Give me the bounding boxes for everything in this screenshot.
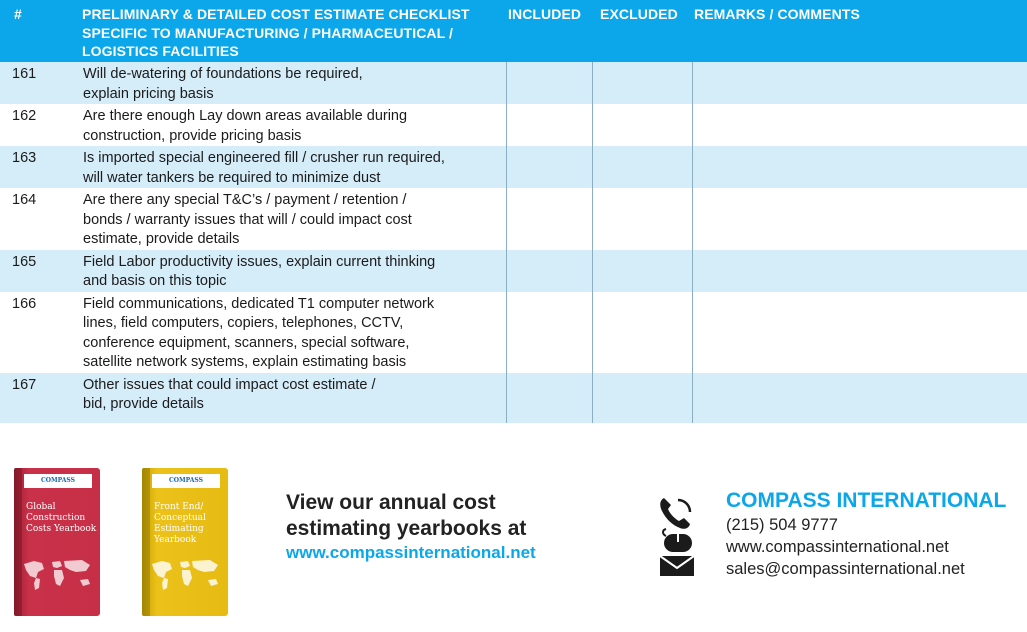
yearbook-promo: [286, 490, 616, 563]
description-line: estimate, provide details: [83, 231, 240, 247]
remarks-cell[interactable]: [692, 292, 1027, 373]
description-line: explain pricing basis: [83, 85, 214, 102]
included-cell[interactable]: [506, 292, 592, 373]
description-line: bonds / warranty issues that will / could impact cost: [83, 211, 412, 228]
included-cell[interactable]: [506, 104, 592, 146]
mouse-icon: [663, 529, 692, 552]
remarks-cell[interactable]: [692, 250, 1027, 292]
description-line: conference equipment, scanners, special software,: [83, 334, 410, 351]
contact-block: [726, 488, 1022, 580]
table-row: [0, 250, 1027, 292]
row-number: 167: [12, 376, 37, 393]
header-excluded: EXCLUDED: [600, 6, 678, 22]
row-number: 161: [12, 66, 37, 82]
promo-line: estimating yearbooks at: [286, 517, 527, 540]
table-row: [0, 292, 1027, 373]
table-row: [0, 373, 1027, 423]
book-logo: COMPASS: [152, 474, 220, 488]
description-line: lines, field computers, copiers, telephones, CCTV,: [83, 315, 404, 331]
description-line: bid, provide details: [83, 396, 204, 412]
row-number: 162: [12, 108, 37, 124]
row-number: 166: [12, 295, 37, 312]
header-remarks: REMARKS / COMMENTS: [694, 6, 860, 22]
excluded-cell[interactable]: [592, 292, 692, 373]
remarks-cell[interactable]: [692, 373, 1027, 423]
remarks-cell[interactable]: [692, 104, 1027, 146]
contact-icons: [656, 496, 698, 578]
row-number: 164: [12, 192, 37, 208]
table-row: [0, 188, 1027, 250]
excluded-cell[interactable]: [592, 146, 692, 188]
included-cell[interactable]: [506, 373, 592, 423]
excluded-cell[interactable]: [592, 250, 692, 292]
contact-website-link[interactable]: www.compassinternational.net: [726, 538, 949, 556]
mail-icon: [660, 556, 694, 576]
excluded-cell[interactable]: [592, 373, 692, 423]
table-row: [0, 146, 1027, 188]
description-line: will water tankers be required to minimize dust: [83, 169, 381, 186]
excluded-cell[interactable]: [592, 188, 692, 250]
row-description: [82, 104, 506, 146]
phone-icon: [660, 498, 690, 529]
excluded-cell[interactable]: [592, 104, 692, 146]
world-map-icon: [148, 556, 224, 592]
book-title-line: Front End/: [154, 502, 204, 512]
promo-line: View our annual cost: [286, 491, 496, 514]
header-title-line: LOGISTICS FACILITIES: [82, 43, 239, 59]
description-line: and basis on this topic: [83, 273, 227, 289]
included-cell[interactable]: [506, 250, 592, 292]
book-logo: COMPASS: [24, 474, 92, 488]
world-map-icon: [20, 556, 96, 592]
description-line: Are there enough Lay down areas available during: [83, 108, 408, 124]
row-description: [82, 373, 506, 423]
book-title: [154, 502, 226, 546]
description-line: Other issues that could impact cost estimate /: [83, 376, 376, 393]
description-line: construction, provide pricing basis: [83, 127, 302, 144]
book-title: [26, 502, 98, 535]
row-number: 163: [12, 150, 37, 166]
header-title-line: PRELIMINARY & DETAILED COST ESTIMATE CHECKLIST: [82, 6, 470, 22]
table-header-row: [0, 0, 1027, 62]
table-row: [0, 62, 1027, 104]
row-description: [82, 188, 506, 250]
book-title-line: Construction: [26, 513, 86, 523]
excluded-cell[interactable]: [592, 62, 692, 104]
header-number: #: [14, 6, 22, 22]
remarks-cell[interactable]: [692, 188, 1027, 250]
global-construction-costs-yearbook-cover[interactable]: [14, 468, 100, 616]
included-cell[interactable]: [506, 146, 592, 188]
description-line: satellite network systems, explain estimating basis: [83, 354, 407, 370]
promo-website-link[interactable]: www.compassinternational.net: [286, 543, 536, 562]
description-line: Field communications, dedicated T1 computer network: [83, 295, 435, 312]
row-number: 165: [12, 253, 37, 270]
book-title-line: Yearbook: [154, 535, 197, 545]
header-included: INCLUDED: [508, 6, 582, 22]
remarks-cell[interactable]: [692, 62, 1027, 104]
book-title-line: Costs Yearbook: [26, 524, 97, 534]
row-description: [82, 62, 506, 104]
company-name: COMPASS INTERNATIONAL: [726, 489, 1007, 512]
book-title-line: Conceptual: [154, 513, 206, 523]
book-spine: [142, 468, 150, 616]
book-title-line: Global: [26, 502, 56, 512]
included-cell[interactable]: [506, 188, 592, 250]
header-checklist-title: [82, 0, 506, 62]
description-line: Is imported special engineered fill / crusher run required,: [83, 150, 445, 166]
contact-email-link[interactable]: sales@compassinternational.net: [726, 560, 965, 578]
book-spine: [14, 468, 22, 616]
front-end-conceptual-estimating-yearbook-cover[interactable]: [142, 468, 228, 616]
book-title-line: Estimating: [154, 524, 204, 534]
row-description: [82, 250, 506, 292]
contact-phone[interactable]: (215) 504 9777: [726, 516, 838, 534]
table-row: [0, 104, 1027, 146]
description-line: Field Labor productivity issues, explain current thinking: [83, 253, 436, 270]
remarks-cell[interactable]: [692, 146, 1027, 188]
included-cell[interactable]: [506, 62, 592, 104]
row-description: [82, 146, 506, 188]
description-line: Will de-watering of foundations be required,: [83, 66, 363, 82]
description-line: Are there any special T&C’s / payment / retention /: [83, 192, 407, 208]
row-description: [82, 292, 506, 373]
header-title-line: SPECIFIC TO MANUFACTURING / PHARMACEUTICAL /: [82, 24, 453, 41]
